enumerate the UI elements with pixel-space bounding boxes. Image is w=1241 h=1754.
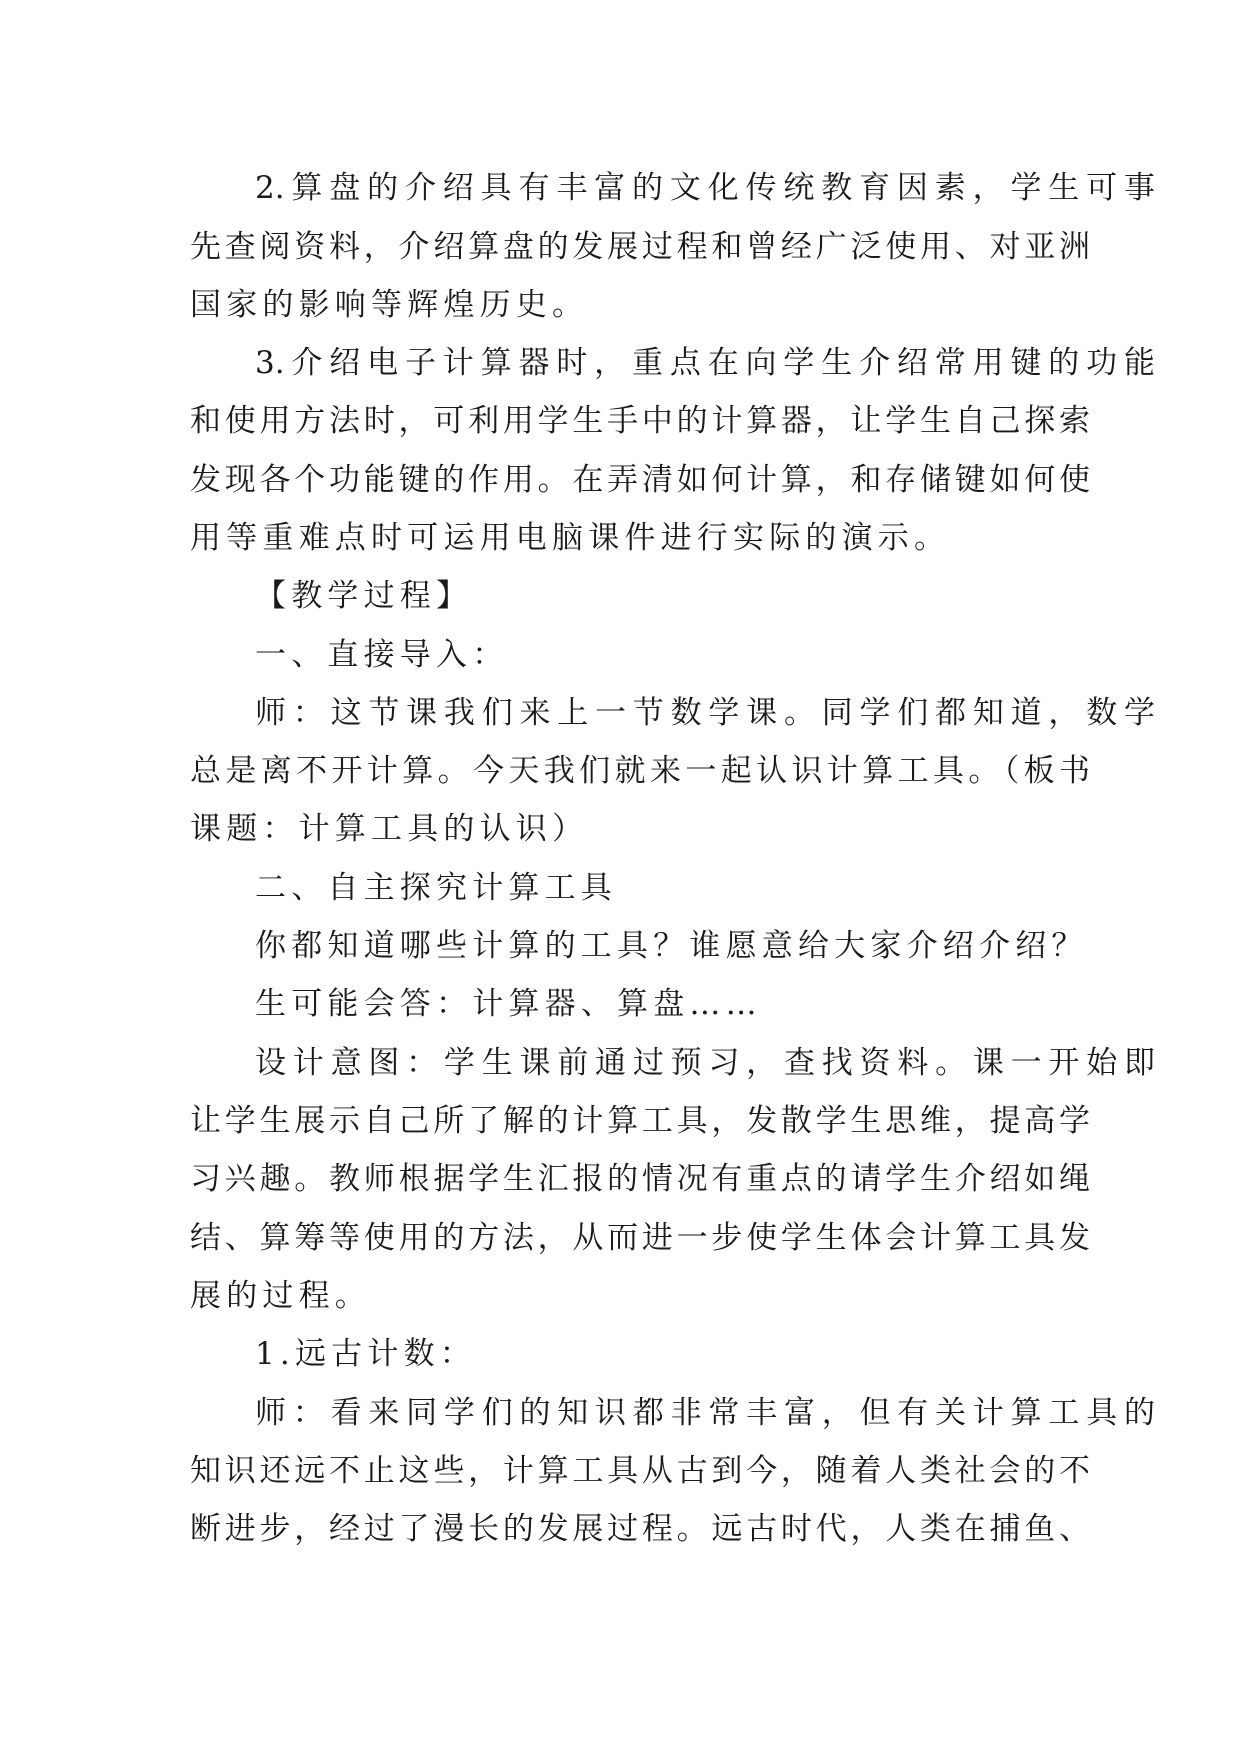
paragraph-line: 总是离不开计算。今天我们就来一起认识计算工具。（板书 <box>190 753 1090 789</box>
section-heading: 二、自主探究计算工具 <box>255 870 617 906</box>
paragraph-line: 课题：计算工具的认识） <box>190 811 589 847</box>
paragraph-line: 师：这节课我们来上一节数学课。同学们都知道，数学 <box>255 695 1155 731</box>
paragraph-line: 结、算筹等使用的方法，从而进一步使学生体会计算工具发 <box>190 1220 1090 1256</box>
paragraph-line: 断进步，经过了漫长的发展过程。远古时代，人类在捕鱼、 <box>190 1511 1090 1547</box>
section-heading: 【教学过程】 <box>255 578 473 614</box>
paragraph-line: 你都知道哪些计算的工具？谁愿意给大家介绍介绍？ <box>255 928 1088 964</box>
paragraph-line: 师：看来同学们的知识都非常丰富，但有关计算工具的 <box>255 1395 1155 1431</box>
paragraph-line: 知识还远不止这些，计算工具从古到今，随着人类社会的不 <box>190 1453 1090 1489</box>
paragraph-line: 和使用方法时，可利用学生手中的计算器，让学生自己探索 <box>190 403 1090 439</box>
paragraph-line: 2.算盘的介绍具有丰富的文化传统教育因素，学生可事 <box>255 170 1155 206</box>
paragraph-line: 用等重难点时可运用电脑课件进行实际的演示。 <box>190 520 951 556</box>
paragraph-line: 生可能会答：计算器、算盘…… <box>255 986 762 1022</box>
section-heading: 1.远古计数： <box>255 1336 476 1372</box>
paragraph-line: 先查阅资料，介绍算盘的发展过程和曾经广泛使用、对亚洲 <box>190 229 1090 265</box>
paragraph-line: 国家的影响等辉煌历史。 <box>190 287 589 323</box>
paragraph-line: 让学生展示自己所了解的计算工具，发散学生思维，提高学 <box>190 1103 1090 1139</box>
paragraph-line: 设计意图：学生课前通过预习，查找资料。课一开始即 <box>255 1045 1155 1081</box>
section-heading: 一、直接导入： <box>255 637 509 673</box>
paragraph-line: 发现各个功能键的作用。在弄清如何计算，和存储键如何使 <box>190 462 1090 498</box>
paragraph-line: 3.介绍电子计算器时，重点在向学生介绍常用键的功能 <box>255 345 1155 381</box>
paragraph-line: 习兴趣。教师根据学生汇报的情况有重点的请学生介绍如绳 <box>190 1161 1090 1197</box>
paragraph-line: 展的过程。 <box>190 1278 371 1314</box>
